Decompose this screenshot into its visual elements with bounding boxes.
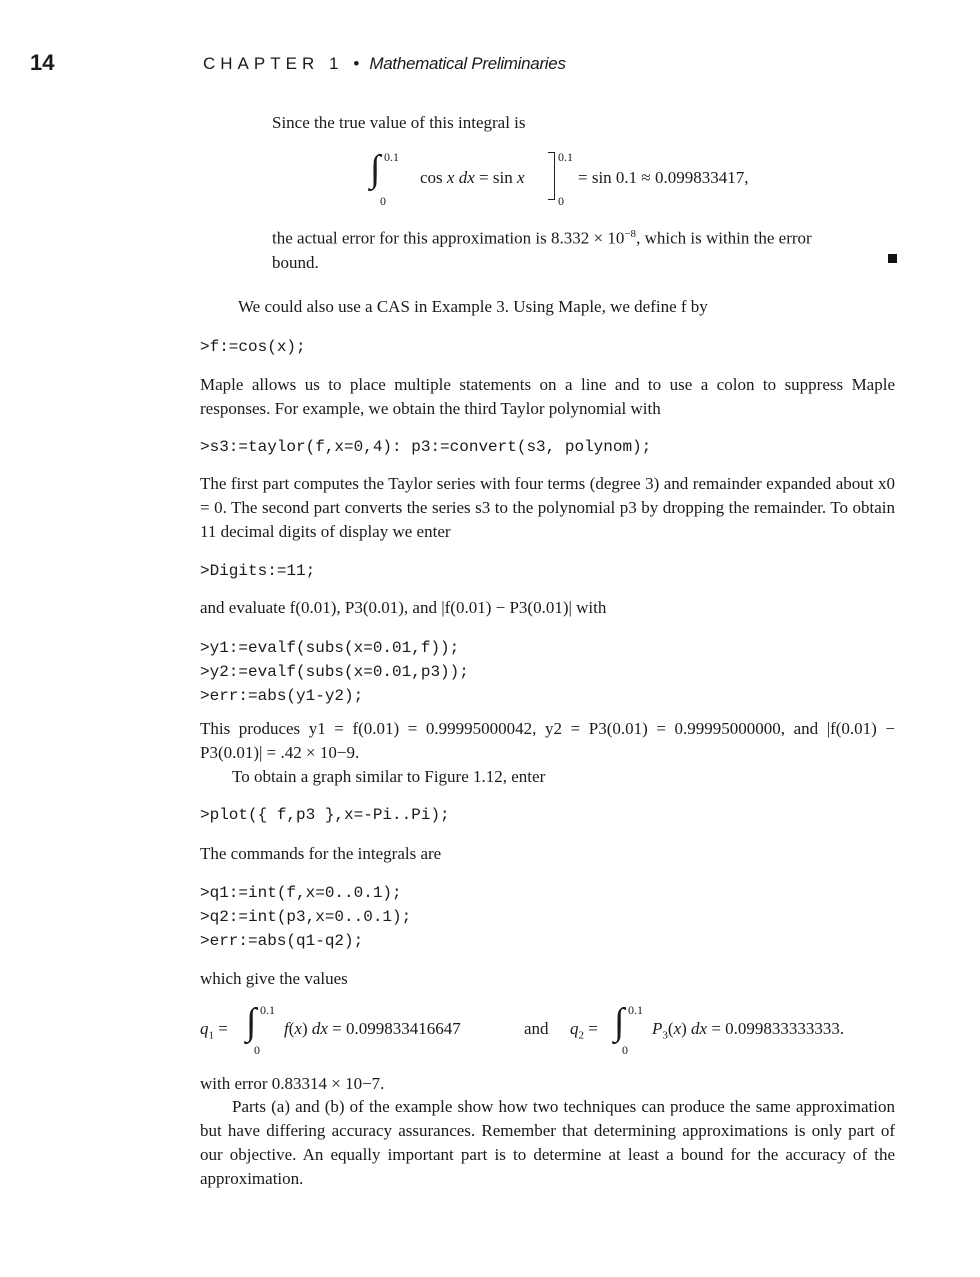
qed-square xyxy=(888,254,897,263)
paragraph-4: Maple allows us to place multiple statements on a line and to use a colon to suppress Maple responses. For example, we obtain the third Taylor polynomial with xyxy=(200,375,895,418)
paragraph-11: with error 0.83314 × 10−7. xyxy=(200,1074,385,1093)
equation-integral-cos: ∫ 0.1 0 cos x dx = sin x 0.1 0 = sin 0.1 ≈ 0.099833417, xyxy=(370,148,749,208)
code-define-f: >f:=cos(x); xyxy=(200,338,306,356)
code-taylor: >s3:=taylor(f,x=0,4): p3:=convert(s3, polynom); xyxy=(200,438,652,456)
paragraph-10: which give the values xyxy=(200,969,348,988)
equation-result: = sin 0.1 ≈ 0.099833417, xyxy=(578,168,749,187)
paragraph-8: To obtain a graph similar to Figure 1.12, enter xyxy=(232,767,546,786)
paragraph-7: This produces y1 = f(0.01) = 0.99995000042, y2 = P3(0.01) = 0.99995000000, and |f(0.01) − P3(0.01)| = .42 × 10−9. xyxy=(200,719,895,762)
section-title: Mathematical Preliminaries xyxy=(369,54,566,73)
paragraph-9: The commands for the integrals are xyxy=(200,844,442,863)
paragraph-6: and evaluate f(0.01), P3(0.01), and |f(0.01) − P3(0.01)| with xyxy=(200,598,607,617)
paragraph-5: The first part computes the Taylor series with four terms (degree 3) and remainder expanded about x0 = 0. The second part converts the series s3 to the polynomial p3 by dropping the remainder. To obtain 11 decimal digits of display we enter xyxy=(200,474,895,541)
chapter-label: CHAPTER 1 xyxy=(203,54,344,73)
paragraph-3: We could also use a CAS in Example 3. Using Maple, we define f by xyxy=(238,297,708,316)
equation-and: and xyxy=(524,1019,549,1038)
code-digits: >Digits:=11; xyxy=(200,562,316,580)
paragraph-12: Parts (a) and (b) of the example show how two techniques can produce the same approximation but have differing accuracy assurances. Remember that determining approximations is only part of our objective. An equally important part is to determine at least a bound for the accuracy of the approximation. xyxy=(200,1097,895,1188)
paragraph-1: Since the true value of this integral is xyxy=(272,113,526,132)
equation-q-values: $q_1$ = ∫ 0.1 0 f(x) dx = 0.099833416647 and $q_2$ = ∫ 0.1 0 $P_3(x)$ dx = 0.099833333333. xyxy=(200,1001,845,1057)
code-evaluate: >y1:=evalf(subs(x=0.01,f)); >y2:=evalf(subs(x=0.01,p3)); >err:=abs(y1-y2); xyxy=(200,639,469,705)
running-header: CHAPTER 1 • Mathematical Preliminaries xyxy=(203,54,566,73)
paragraph-2: the actual error for this approximation is $8.332 \times 10^{-8}$, which is within the error bound. xyxy=(272,228,812,272)
code-plot: >plot({ f,p3 },x=-Pi..Pi); xyxy=(200,806,450,824)
page-number: 14 xyxy=(30,50,55,75)
code-integrals: >q1:=int(f,x=0..0.1); >q2:=int(p3,x=0..0.1); >err:=abs(q1-q2); xyxy=(200,884,412,950)
